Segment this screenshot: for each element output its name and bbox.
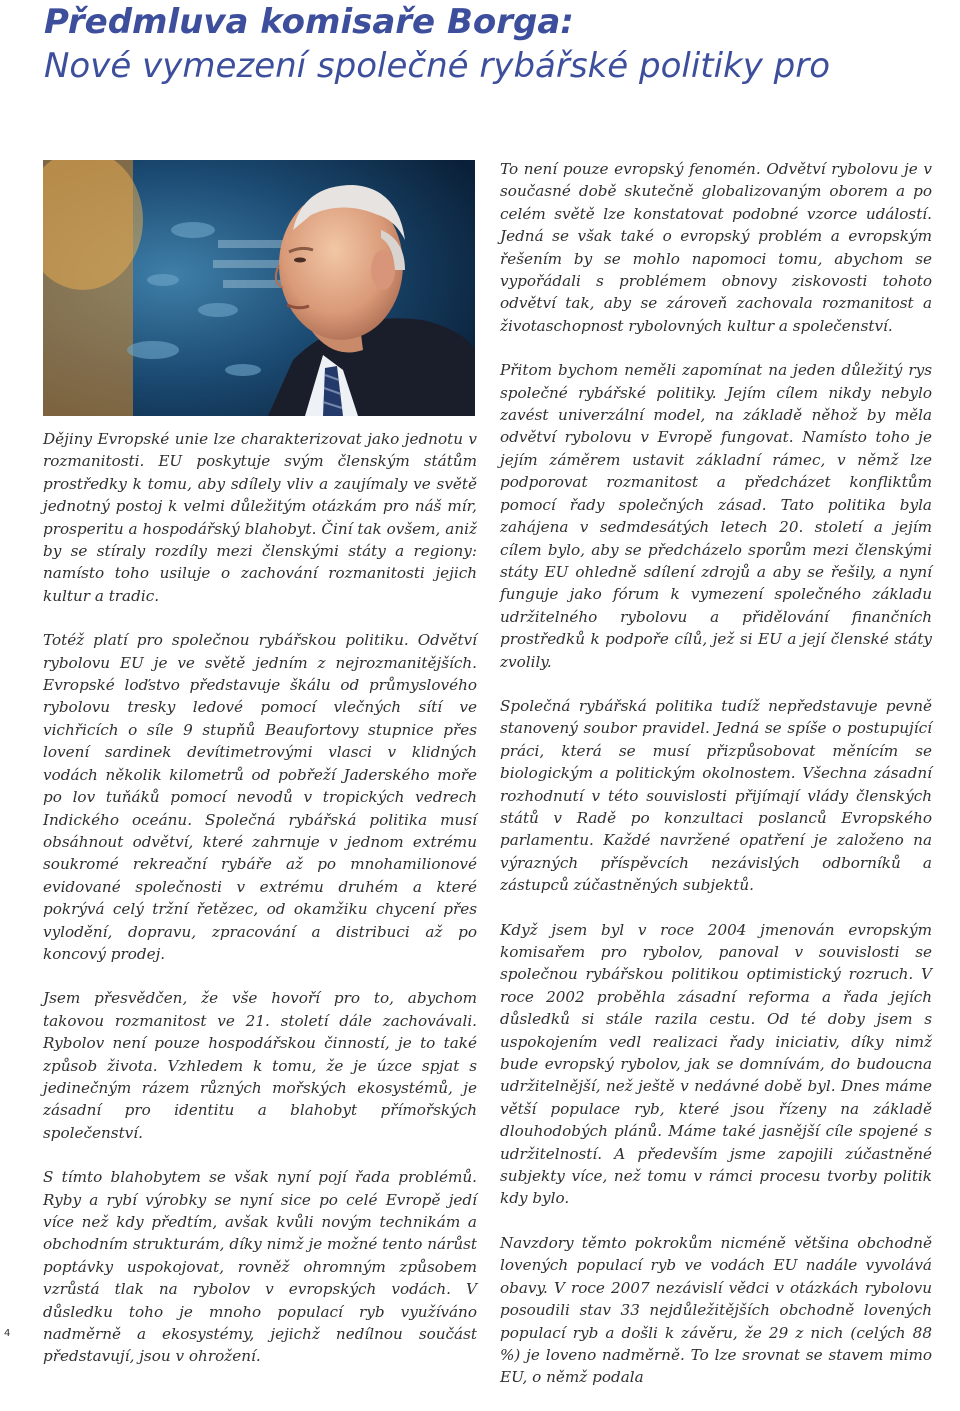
paragraph: S tímto blahobytem se však nyní pojí řada problémů. Ryby a rybí výrobky se nyní sice po celé Evropě jedí více než kdy předtím, avšak kvůli novým technikám a obchodním strukturám, díky nimž je možné tento nárůst poptávky uspokojovat, rovněž ohromným způsobem vzrůstá tlak na rybolov v evropských vodách. V důsledku toho je mnoho populací ryb využíváno nadměrně a ekosystémy, jejichž nedílnou součást představují, jsou v ohrožení. <box>43 1168 477 1366</box>
page-title <box>44 0 954 88</box>
left-column <box>43 428 477 1390</box>
paragraph: Navzdory těmto pokrokům nicméně většina obchodně lovených populací ryb ve vodách EU nadále vyvolává obavy. V roce 2007 nezávislí vědci v otázkách rybolovu posoudili stav 33 nejdůležitějších obchodně lovených populací ryb a došli k závěru, že 29 z nich (celých 88 %) je loveno nadměrně. To lze srovnat se stavem mimo EU, o němž podala <box>500 1233 932 1387</box>
page-number: 4 <box>4 1328 11 1339</box>
paragraph: Jsem přesvědčen, že vše hovoří pro to, abychom takovou rozmanitost ve 21. století dále zachovávali. Rybolov není pouze hospodářskou činností, je to také způsob života. Vzhledem k tomu, že je úzce spjat s jedinečným rázem různých mořských ekosystémů, je zásadní pro identitu a blahobyt přímořských společenství. <box>43 989 477 1142</box>
title-line-1: Předmluva komisaře Borga: <box>44 2 574 42</box>
paragraph: Přitom bychom neměli zapomínat na jeden důležitý rys společné rybářské politiky. Jejím cílem nikdy nebylo zavést univerzální model, na základě něhož by měla odvětví rybolovu v Evropě fungovat. Namísto toho je jejím záměrem ustavit základní rámec, v němž lze podporovat rozmanitost a předcházet konfliktům pomocí řady společných zásad. Tato politika byla zahájena v sedmdesátých letech 20. století a jejím cílem bylo, aby se předcházelo sporům mezi členskými státy EU ohledně sdílení zdrojů a aby se řešily, a nyní funguje jako fórum k vymezení společného základu udržitelného rybolovu a přidělování finančních prostředků k podpoře cílů, jež si EU a její členské státy zvolily. <box>500 361 932 671</box>
paragraph: Když jsem byl v roce 2004 jmenován evropským komisařem pro rybolov, panoval v souvislosti se společnou rybářskou politikou optimistický rozruch. V roce 2002 proběhla zásadní reforma a řada jejích důsledků si stále razila cestu. Od té doby jsem s uspokojením vedl realizaci řady iniciativ, díky nimž bude evropský rybolov, jak se domnívám, do budoucna udržitelnější, než ještě v nedávné době byl. Dnes máme větší populace ryb, které jsou řízeny na základě dlouhodobých plánů. Máme také jasnější cíle spojené s udržitelností. A především jsme zapojili zúčastněné subjekty více, než tomu v rámci procesu tvorby politik kdy bylo. <box>500 920 932 1208</box>
commissioner-photo <box>43 160 475 416</box>
title-line-2: Nové vymezení společné rybářské politiky pro <box>44 46 831 86</box>
paragraph: Dějiny Evropské unie lze charakterizovat jako jednotu v rozmanitosti. EU poskytuje svým členským státům prostředky k tomu, aby sdílely vliv a zaujímaly ve světě jednotný postoj k velmi důležitým otázkám pro náš mír, prosperitu a hospodářský blahobyt. Činí tak ovšem, aniž by se stíraly rozdíly mezi členskými státy a regiony: namísto toho usiluje o zachování rozmanitosti jejich kultur a tradic. <box>43 430 477 605</box>
paragraph: Totéž platí pro společnou rybářskou politiku. Odvětví rybolovu EU je ve světě jedním z nejrozmanitějších. Evropské loďstvo představuje škálu od průmyslového rybolovu tresky ledové pomocí vlečných sítí ve vichřicích o síle 9 stupňů Beaufortovy stupnice přes lovení sardinek devítimetrovými vlasci v klidných vodách několik kilometrů od pobřeží Jaderského moře po lov tuňáků pomocí nevodů v tropických vedrech Indického oceánu. Společná rybářská politika musí obsáhnout odvětví, které zahrnuje v jednom extrému soukromé rekreační rybáře až po mnohamilionové evidované společnosti v extrému druhém a které pokrývá celý tržní řetězec, od okamžiku chycení přes vylodění, dopravu, zpracování a distribuci až po koncový prodej. <box>43 631 477 963</box>
paragraph: Společná rybářská politika tudíž nepředstavuje pevně stanovený soubor pravidel. Jedná se spíše o postupující práci, která se musí přizpůsobovat měnícím se biologickým a politickým okolnostem. Všechna zásadní rozhodnutí v této souvislosti přijímají vlády členských států v Radě po konzultaci poslanců Evropského parlamentu. Každé navržené opatření je založeno na výrazných příspěvcích nezávislých odborníků a zástupců zúčastněných subjektů. <box>500 696 932 895</box>
right-column <box>500 158 932 1411</box>
commissioner-portrait-image <box>43 160 475 416</box>
paragraph: To není pouze evropský fenomén. Odvětví rybolovu je v současné době skutečně globalizovaným oborem a po celém světě lze konstatovat podobné vzorce událostí. Jedná se však také o evropský problém a evropským řešením by se mohlo napomoci tomu, abychom se vypořádali s problémem obnovy ziskovosti tohoto odvětví tak, aby se zároveň zachovala rozmanitost a životaschopnost rybolovných kultur a společenství. <box>500 160 932 335</box>
